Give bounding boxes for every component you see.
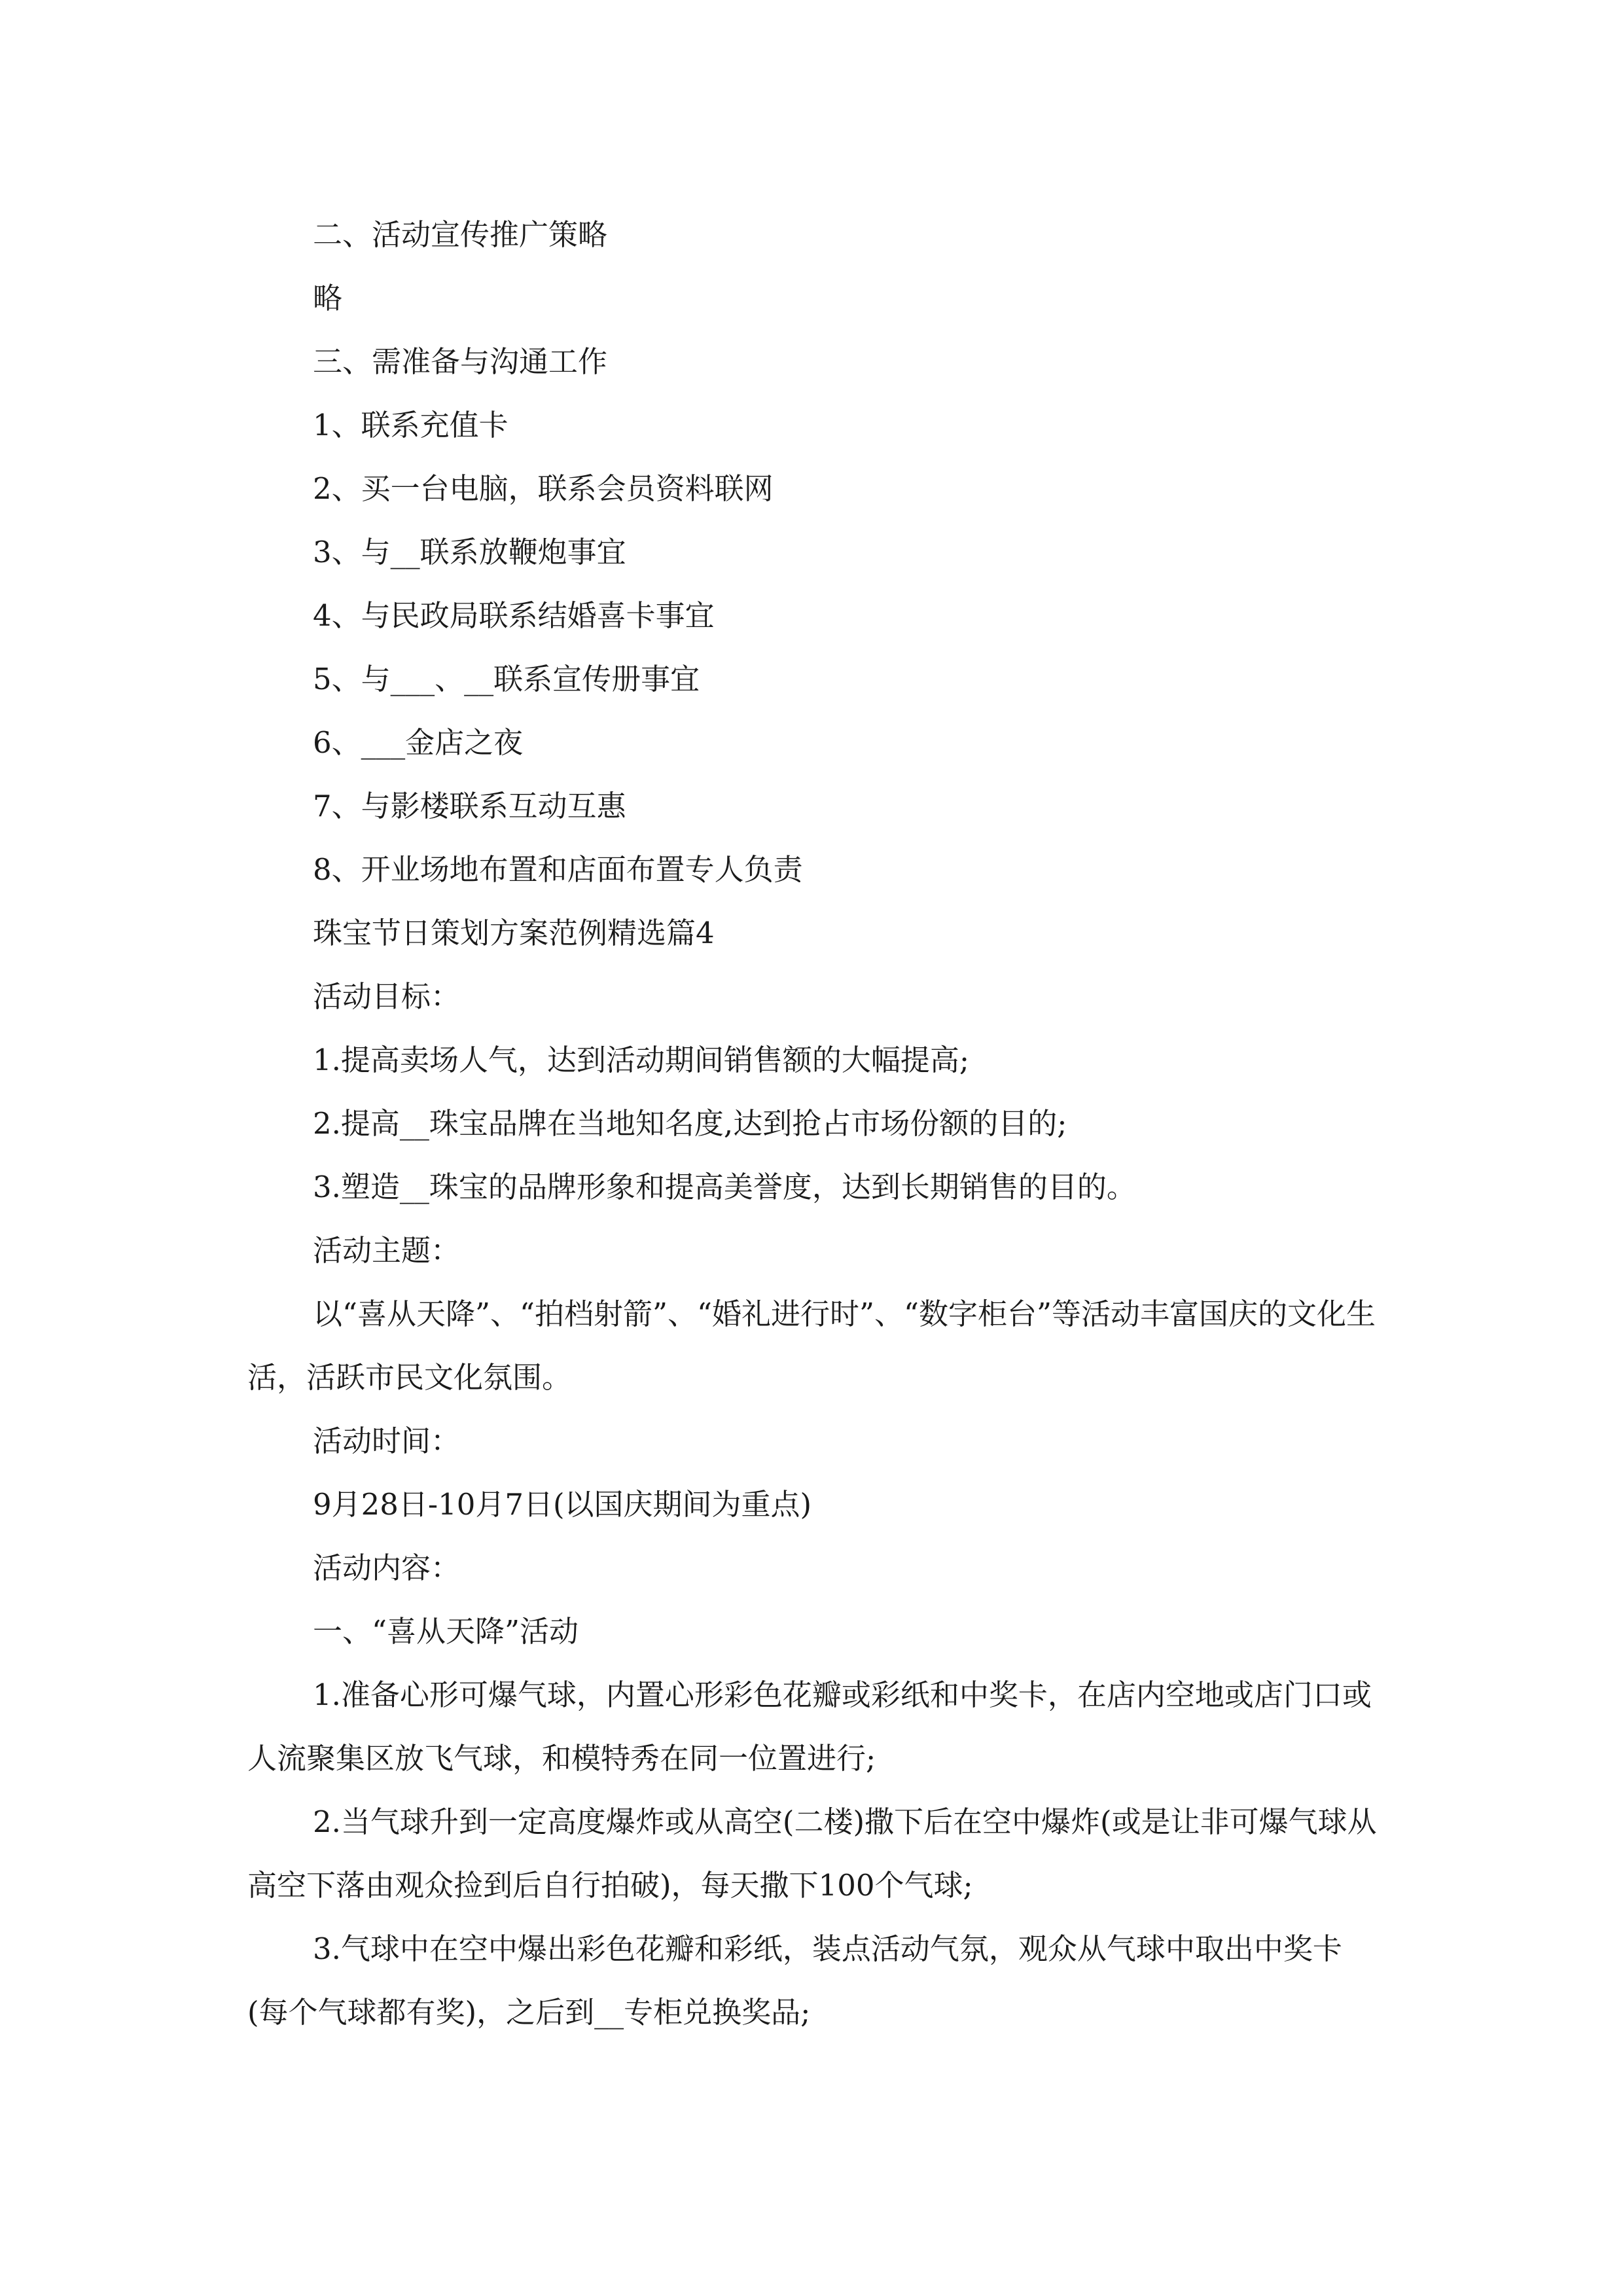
document-body — [247, 203, 1380, 2044]
list-item: 4、与民政局联系结婚喜卡事宜 — [313, 598, 715, 633]
list-item: 1、联系充值卡 — [313, 408, 508, 442]
list-item: 3、与__联系放鞭炮事宜 — [313, 535, 626, 569]
heading-activity-time: 活动时间： — [313, 1424, 461, 1458]
list-item: 6、___金店之夜 — [313, 725, 524, 760]
heading-promotion-strategy: 二、活动宣传推广策略 — [313, 217, 608, 252]
paragraph: 9月28日-10月7日(以国庆期间为重点) — [313, 1487, 812, 1522]
list-item: 1.提高卖场人气，达到活动期间销售额的大幅提高; — [313, 1043, 970, 1077]
list-item: 2.当气球升到一定高度爆炸或从高空(二楼)撒下后在空中爆炸(或是让非可爆气球从高空下落由观众捡到后自行拍破)，每天撒下100个气球; — [247, 1804, 1377, 1903]
heading-activity-content: 活动内容： — [313, 1551, 461, 1585]
list-item: 5、与___、__联系宣传册事宜 — [313, 662, 700, 696]
heading-activity-theme: 活动主题： — [313, 1233, 461, 1268]
list-item: 8、开业场地布置和店面布置专人负责 — [313, 852, 803, 887]
list-item: 2.提高__珠宝品牌在当地知名度,达到抢占市场份额的目的; — [313, 1106, 1067, 1141]
section-title: 珠宝节日策划方案范例精选篇4 — [313, 916, 715, 950]
list-item: 2、买一台电脑，联系会员资料联网 — [313, 471, 774, 506]
list-item: 3.塑造__珠宝的品牌形象和提高美誉度，达到长期销售的目的。 — [313, 1170, 1136, 1204]
list-item: 1.准备心形可爆气球，内置心形彩色花瓣或彩纸和中奖卡，在店内空地或店门口或人流聚集区放飞气球，和模特秀在同一位置进行; — [247, 1677, 1372, 1776]
list-item: 7、与影楼联系互动互惠 — [313, 789, 626, 823]
list-item: 3.气球中在空中爆出彩色花瓣和彩纸，装点活动气氛，观众从气球中取出中奖卡(每个气球都有奖)，之后到__专柜兑换奖品; — [247, 1931, 1342, 2030]
heading-balloon-activity: 一、“喜从天降”活动 — [313, 1614, 579, 1649]
paragraph: 以“喜从天降”、“拍档射箭”、“婚礼进行时”、“数字柜台”等活动丰富国庆的文化生活，活跃市民文化氛围。 — [247, 1297, 1376, 1395]
heading-preparation-work: 三、需准备与沟通工作 — [313, 344, 608, 379]
heading-activity-goal: 活动目标： — [313, 979, 461, 1014]
paragraph: 略 — [313, 281, 343, 315]
